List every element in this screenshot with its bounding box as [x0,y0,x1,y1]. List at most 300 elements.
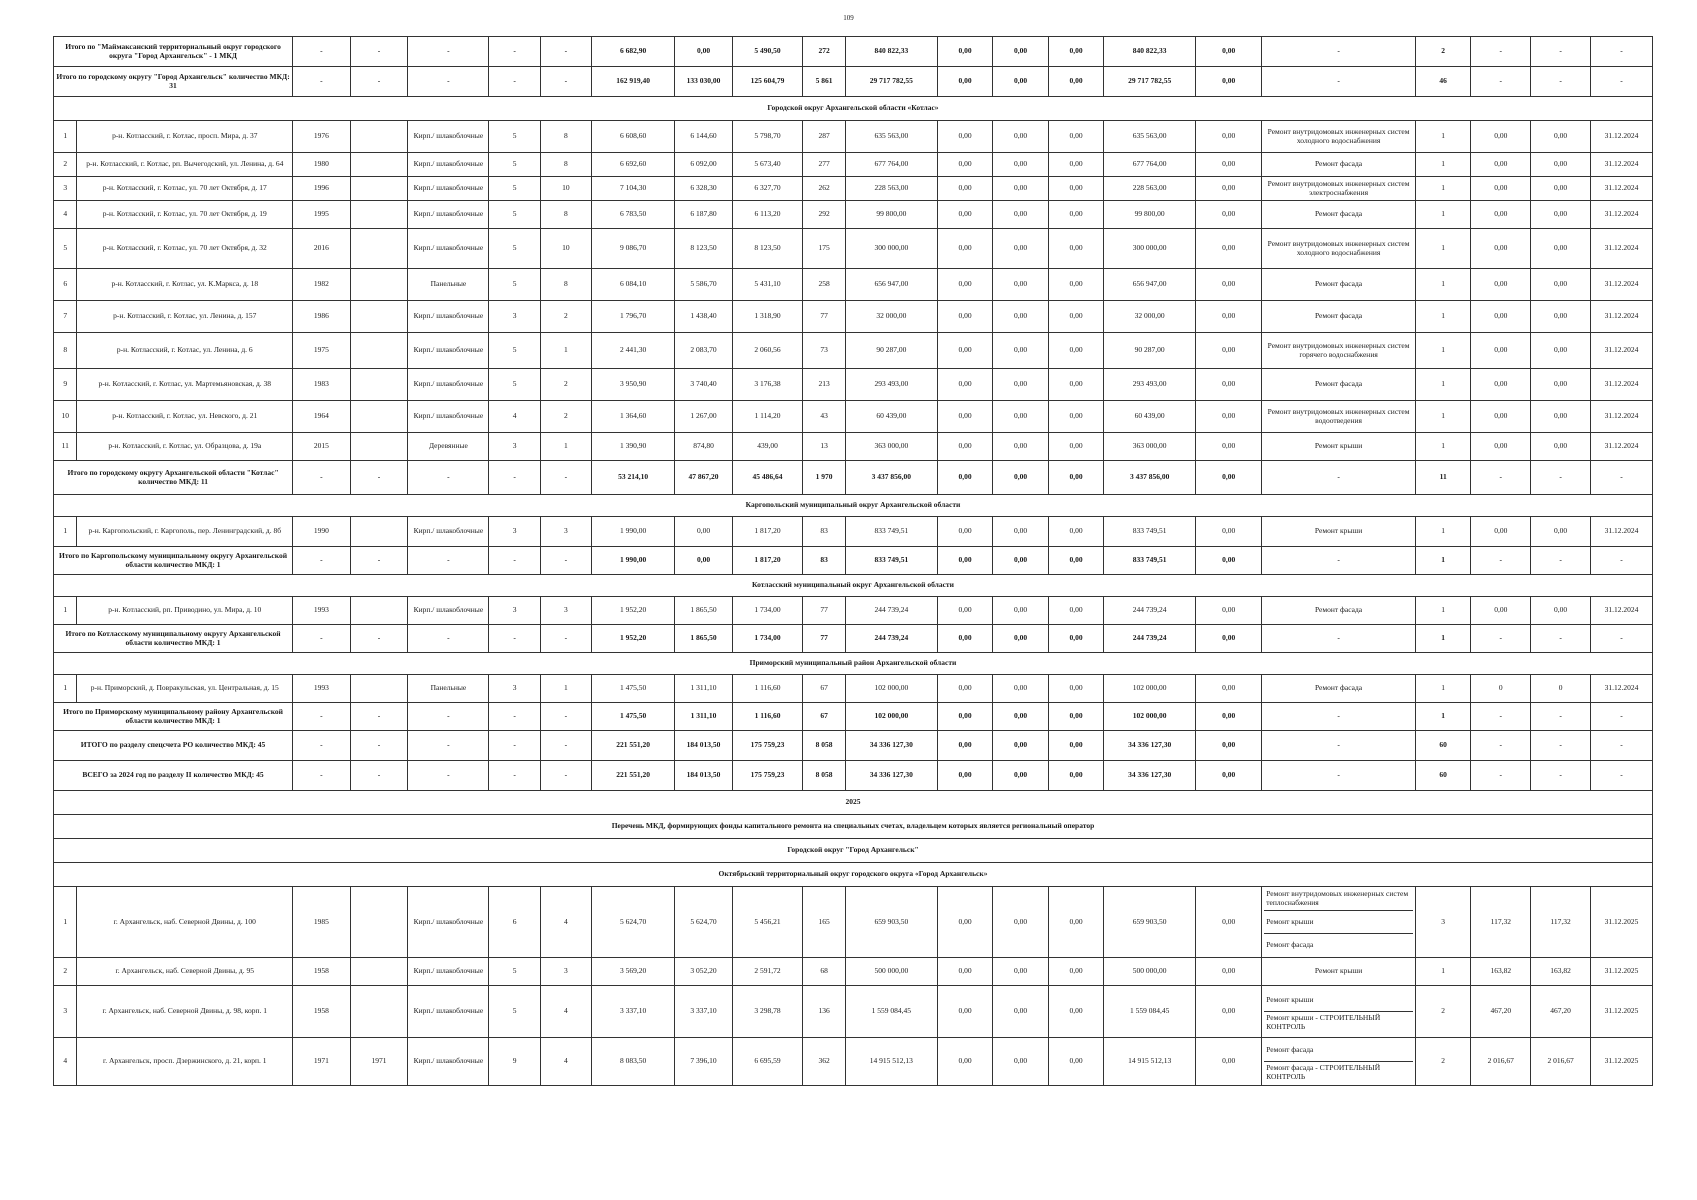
cell-c12: 102 000,00 [845,703,937,731]
cell-c22: 31.12.2024 [1590,153,1652,177]
cell-c21: 0,00 [1531,121,1591,153]
cell-c8: 1 990,00 [591,547,674,575]
cell-c12: 228 563,00 [845,177,937,201]
cell-c10: 3 176,38 [732,369,802,401]
work-type-cell: - [1262,731,1416,761]
cell-c19: 1 [1415,333,1471,369]
cell-c8: 6 084,10 [591,269,674,301]
cell-c11: 8 058 [803,731,846,761]
cell-c5: Кирп./ шлакоблочные [408,229,489,269]
cell-c12: 656 947,00 [845,269,937,301]
row-number: 3 [54,177,77,201]
cell-c14: 0,00 [993,887,1049,958]
cell-c21: - [1531,547,1591,575]
cell-c7: - [540,625,591,653]
cell-c6: - [489,67,540,97]
cell-c21: - [1531,67,1591,97]
cell-c10: 1 318,90 [732,301,802,333]
section-title: Каргопольский муниципальный округ Архангельской области [54,495,1653,517]
cell-c7: 3 [540,597,591,625]
cell-c16: 293 493,00 [1104,369,1196,401]
work-type-item: Ремонт крыши [1264,911,1413,934]
address-cell: р-н. Каргопольский, г. Каргополь, пер. Ленинградский, д. 8б [77,517,293,547]
cell-c13: 0,00 [937,675,993,703]
cell-c10: 1 116,60 [732,703,802,731]
cell-c4 [350,369,408,401]
cell-c20: 0,00 [1471,201,1531,229]
section-header-row [54,575,1653,597]
cell-c14: 0,00 [993,229,1049,269]
cell-c6: 5 [489,177,540,201]
cell-c22: 31.12.2025 [1590,986,1652,1038]
cell-c16: 363 000,00 [1104,433,1196,461]
cell-c4 [350,597,408,625]
cell-c16: 300 000,00 [1104,229,1196,269]
cell-c13: 0,00 [937,761,993,791]
table-row [54,121,1653,153]
cell-c4 [350,333,408,369]
cell-c11: 175 [803,229,846,269]
cell-c21: 0,00 [1531,229,1591,269]
cell-c12: 635 563,00 [845,121,937,153]
cell-c7: 8 [540,269,591,301]
cell-c16: 228 563,00 [1104,177,1196,201]
cell-c20: 0,00 [1471,229,1531,269]
table-row [54,887,1653,958]
cell-c3: 1990 [293,517,351,547]
cell-c3: - [293,67,351,97]
cell-c15: 0,00 [1048,433,1104,461]
work-type-cell: Ремонт фасада [1262,301,1416,333]
cell-c20: 0,00 [1471,301,1531,333]
cell-c20: 0,00 [1471,433,1531,461]
cell-c12: 363 000,00 [845,433,937,461]
section-header-row [54,791,1653,815]
total-row [54,703,1653,731]
cell-c14: 0,00 [993,121,1049,153]
cell-c22: 31.12.2024 [1590,369,1652,401]
cell-c7: 2 [540,369,591,401]
cell-c3: 1964 [293,401,351,433]
cell-c16: 14 915 512,13 [1104,1038,1196,1086]
cell-c11: 73 [803,333,846,369]
cell-c15: 0,00 [1048,547,1104,575]
row-number: 2 [54,153,77,177]
cell-c7: 2 [540,301,591,333]
cell-c10: 1 114,20 [732,401,802,433]
work-type-cell: - [1262,67,1416,97]
cell-c14: 0,00 [993,369,1049,401]
register-body [54,37,1653,1086]
cell-c5: Панельные [408,675,489,703]
cell-c15: 0,00 [1048,401,1104,433]
cell-c14: 0,00 [993,177,1049,201]
cell-c11: 83 [803,517,846,547]
cell-c9: 0,00 [675,547,733,575]
cell-c17: 0,00 [1196,547,1262,575]
cell-c21: 0,00 [1531,401,1591,433]
cell-c15: 0,00 [1048,1038,1104,1086]
cell-c8: 221 551,20 [591,761,674,791]
cell-c10: 8 123,50 [732,229,802,269]
cell-c10: 175 759,23 [732,761,802,791]
cell-c3: 2016 [293,229,351,269]
cell-c20: - [1471,461,1531,495]
cell-c13: 0,00 [937,547,993,575]
address-cell: р-н. Котласский, г. Котлас, ул. Образцова, д. 19а [77,433,293,461]
cell-c17: 0,00 [1196,731,1262,761]
cell-c19: 1 [1415,625,1471,653]
cell-c4 [350,675,408,703]
cell-c17: 0,00 [1196,675,1262,703]
cell-c20: - [1471,761,1531,791]
cell-c21: 0,00 [1531,269,1591,301]
cell-c10: 175 759,23 [732,731,802,761]
cell-c12: 840 822,33 [845,37,937,67]
cell-c12: 833 749,51 [845,517,937,547]
cell-c6: 5 [489,153,540,177]
cell-c20: 0,00 [1471,597,1531,625]
cell-c7: 8 [540,153,591,177]
cell-c17: 0,00 [1196,461,1262,495]
cell-c4: - [350,761,408,791]
work-type-cell: Ремонт внутридомовых инженерных систем холодного водоснабжения [1262,121,1416,153]
cell-c13: 0,00 [937,986,993,1038]
cell-c22: 31.12.2025 [1590,958,1652,986]
cell-c5: Кирп./ шлакоблочные [408,401,489,433]
cell-c10: 5 798,70 [732,121,802,153]
work-type-item: Ремонт фасада - СТРОИТЕЛЬНЫЙ КОНТРОЛЬ [1266,1063,1381,1081]
cell-c5: Кирп./ шлакоблочные [408,517,489,547]
table-row [54,201,1653,229]
cell-c21: 0,00 [1531,301,1591,333]
cell-c14: 0,00 [993,1038,1049,1086]
cell-c21: - [1531,625,1591,653]
cell-c22: - [1590,703,1652,731]
work-type-cell: - [1262,761,1416,791]
cell-c19: 1 [1415,153,1471,177]
cell-c8: 6 682,90 [591,37,674,67]
cell-c19: 1 [1415,958,1471,986]
cell-c12: 102 000,00 [845,675,937,703]
cell-c6: 5 [489,201,540,229]
address-cell: г. Архангельск, наб. Северной Двины, д. 95 [77,958,293,986]
cell-c3: - [293,547,351,575]
cell-c17: 0,00 [1196,333,1262,369]
table-row [54,369,1653,401]
section-header-row [54,495,1653,517]
cell-c9: 1 311,10 [675,703,733,731]
cell-c9: 6 187,80 [675,201,733,229]
cell-c3: - [293,37,351,67]
cell-c13: 0,00 [937,703,993,731]
work-type-cell: Ремонт фасада [1262,675,1416,703]
section-title: 2025 [54,791,1653,815]
cell-c3: 1958 [293,958,351,986]
cell-c8: 5 624,70 [591,887,674,958]
total-label: Итого по городскому округу Архангельской области "Котлас" количество МКД: 11 [54,461,293,495]
cell-c13: 0,00 [937,401,993,433]
cell-c15: 0,00 [1048,177,1104,201]
cell-c10: 5 673,40 [732,153,802,177]
table-row [54,433,1653,461]
cell-c13: 0,00 [937,433,993,461]
cell-c11: 5 861 [803,67,846,97]
table-row [54,269,1653,301]
cell-c5: Кирп./ шлакоблочные [408,986,489,1038]
cell-c8: 53 214,10 [591,461,674,495]
cell-c3: 1971 [293,1038,351,1086]
cell-c20: 467,20 [1471,986,1531,1038]
work-type-cell: - [1262,547,1416,575]
cell-c6: 5 [489,986,540,1038]
total-label: ВСЕГО за 2024 год по разделу II количество МКД: 45 [54,761,293,791]
cell-c22: 31.12.2024 [1590,333,1652,369]
cell-c4 [350,517,408,547]
work-type-cell: Ремонт внутридомовых инженерных систем электроснабжения [1262,177,1416,201]
cell-c13: 0,00 [937,153,993,177]
cell-c10: 1 734,00 [732,597,802,625]
cell-c11: 77 [803,301,846,333]
cell-c4: - [350,67,408,97]
cell-c14: 0,00 [993,37,1049,67]
section-title: Котласский муниципальный округ Архангельской области [54,575,1653,597]
cell-c21: 0,00 [1531,517,1591,547]
cell-c21: 117,32 [1531,887,1591,958]
cell-c5: Кирп./ шлакоблочные [408,369,489,401]
cell-c16: 99 800,00 [1104,201,1196,229]
cell-c7: 4 [540,986,591,1038]
cell-c4 [350,433,408,461]
cell-c10: 3 298,78 [732,986,802,1038]
cell-c20: 0,00 [1471,269,1531,301]
section-title: Городской округ "Город Архангельск" [54,839,1653,863]
cell-c21: - [1531,703,1591,731]
total-label: Итого по "Маймаксанский территориальный округ городского округа "Город Архангельск" - 1 МКД [54,37,293,67]
total-label: Итого по городскому округу "Город Архангельск" количество МКД: 31 [54,67,293,97]
cell-c22: - [1590,625,1652,653]
address-cell: р-н. Котласский, г. Котлас, ул. 70 лет Октября, д. 19 [77,201,293,229]
cell-c15: 0,00 [1048,153,1104,177]
address-cell: р-н. Котласский, г. Котлас, ул. Мартемьяновская, д. 38 [77,369,293,401]
work-type-cell: Ремонт крыши [1262,517,1416,547]
cell-c20: 0,00 [1471,401,1531,433]
cell-c14: 0,00 [993,986,1049,1038]
cell-c10: 45 486,64 [732,461,802,495]
cell-c9: 7 396,10 [675,1038,733,1086]
cell-c8: 1 952,20 [591,625,674,653]
cell-c15: 0,00 [1048,333,1104,369]
cell-c4 [350,153,408,177]
cell-c15: 0,00 [1048,731,1104,761]
cell-c10: 125 604,79 [732,67,802,97]
cell-c14: 0,00 [993,269,1049,301]
cell-c5: - [408,731,489,761]
cell-c20: 0,00 [1471,121,1531,153]
cell-c16: 656 947,00 [1104,269,1196,301]
row-number: 11 [54,433,77,461]
cell-c22: - [1590,731,1652,761]
cell-c11: 77 [803,625,846,653]
cell-c15: 0,00 [1048,67,1104,97]
cell-c6: 3 [489,517,540,547]
cell-c9: 1 311,10 [675,675,733,703]
cell-c3: - [293,625,351,653]
cell-c13: 0,00 [937,958,993,986]
address-cell: р-н. Приморский, д. Повракульская, ул. Центральная, д. 15 [77,675,293,703]
cell-c8: 6 783,50 [591,201,674,229]
total-row [54,461,1653,495]
cell-c12: 90 287,00 [845,333,937,369]
cell-c20: 0,00 [1471,177,1531,201]
cell-c19: 2 [1415,1038,1471,1086]
table-row [54,177,1653,201]
cell-c14: 0,00 [993,333,1049,369]
work-type-cell: Ремонт крыши [1262,433,1416,461]
cell-c12: 833 749,51 [845,547,937,575]
cell-c15: 0,00 [1048,986,1104,1038]
cell-c21: 0,00 [1531,333,1591,369]
table-row [54,153,1653,177]
cell-c22: 31.12.2024 [1590,401,1652,433]
cell-c4: 1971 [350,1038,408,1086]
cell-c22: 31.12.2024 [1590,675,1652,703]
cell-c16: 102 000,00 [1104,675,1196,703]
cell-c10: 5 431,10 [732,269,802,301]
cell-c3: 2015 [293,433,351,461]
row-number: 10 [54,401,77,433]
cell-c8: 1 390,90 [591,433,674,461]
cell-c9: 1 267,00 [675,401,733,433]
work-type-cell: Ремонт фасада [1262,201,1416,229]
cell-c9: 6 092,00 [675,153,733,177]
cell-c8: 221 551,20 [591,731,674,761]
cell-c6: 5 [489,121,540,153]
cell-c14: 0,00 [993,597,1049,625]
cell-c6: 9 [489,1038,540,1086]
total-row [54,547,1653,575]
address-cell: р-н. Котласский, г. Котлас, ул. 70 лет Октября, д. 17 [77,177,293,201]
cell-c4 [350,958,408,986]
cell-c21: - [1531,731,1591,761]
cell-c13: 0,00 [937,625,993,653]
cell-c17: 0,00 [1196,958,1262,986]
cell-c13: 0,00 [937,229,993,269]
cell-c22: - [1590,67,1652,97]
cell-c7: 4 [540,1038,591,1086]
cell-c16: 500 000,00 [1104,958,1196,986]
cell-c15: 0,00 [1048,121,1104,153]
cell-c17: 0,00 [1196,597,1262,625]
cell-c13: 0,00 [937,333,993,369]
cell-c6: 3 [489,301,540,333]
work-type-cell: - [1262,703,1416,731]
cell-c4: - [350,461,408,495]
cell-c16: 833 749,51 [1104,547,1196,575]
cell-c8: 1 475,50 [591,703,674,731]
cell-c20: 0 [1471,675,1531,703]
cell-c17: 0,00 [1196,625,1262,653]
cell-c13: 0,00 [937,1038,993,1086]
cell-c19: 11 [1415,461,1471,495]
work-type-item: Ремонт внутридомовых инженерных систем теплоснабжения [1264,888,1413,911]
cell-c6: - [489,703,540,731]
work-type-cell: - [1262,461,1416,495]
cell-c7: - [540,731,591,761]
page-number: 109 [843,14,854,22]
cell-c20: - [1471,703,1531,731]
cell-c20: 117,32 [1471,887,1531,958]
cell-c14: 0,00 [993,958,1049,986]
cell-c17: 0,00 [1196,269,1262,301]
cell-c16: 840 822,33 [1104,37,1196,67]
cell-c5: - [408,703,489,731]
cell-c12: 244 739,24 [845,625,937,653]
cell-c19: 60 [1415,731,1471,761]
cell-c22: 31.12.2024 [1590,269,1652,301]
cell-c3: - [293,703,351,731]
cell-c20: - [1471,37,1531,67]
cell-c6: - [489,731,540,761]
cell-c20: 2 016,67 [1471,1038,1531,1086]
cell-c14: 0,00 [993,201,1049,229]
section-header-row [54,97,1653,121]
cell-c11: 8 058 [803,761,846,791]
cell-c20: 0,00 [1471,517,1531,547]
cell-c6: 5 [489,333,540,369]
cell-c20: 0,00 [1471,333,1531,369]
cell-c21: 0 [1531,675,1591,703]
address-cell: р-н. Котласский, г. Котлас, ул. К.Маркса, д. 18 [77,269,293,301]
cell-c9: 3 740,40 [675,369,733,401]
capital-repair-register-table [53,36,1653,1086]
cell-c17: 0,00 [1196,177,1262,201]
work-type-cell: Ремонт внутридомовых инженерных систем горячего водоснабжения [1262,333,1416,369]
cell-c3: 1995 [293,201,351,229]
cell-c13: 0,00 [937,369,993,401]
cell-c9: 1 865,50 [675,625,733,653]
cell-c19: 3 [1415,887,1471,958]
work-type-item: Ремонт фасада [1264,1039,1413,1062]
cell-c16: 29 717 782,55 [1104,67,1196,97]
cell-c16: 102 000,00 [1104,703,1196,731]
cell-c19: 1 [1415,177,1471,201]
cell-c20: 163,82 [1471,958,1531,986]
cell-c7: - [540,461,591,495]
cell-c9: 184 013,50 [675,731,733,761]
table-row [54,517,1653,547]
cell-c9: 6 328,30 [675,177,733,201]
cell-c21: 0,00 [1531,433,1591,461]
cell-c8: 3 337,10 [591,986,674,1038]
cell-c21: - [1531,461,1591,495]
cell-c12: 29 717 782,55 [845,67,937,97]
cell-c17: 0,00 [1196,517,1262,547]
cell-c21: 467,20 [1531,986,1591,1038]
cell-c12: 659 903,50 [845,887,937,958]
cell-c13: 0,00 [937,201,993,229]
row-number: 1 [54,121,77,153]
cell-c19: 1 [1415,201,1471,229]
cell-c15: 0,00 [1048,597,1104,625]
row-number: 4 [54,201,77,229]
cell-c13: 0,00 [937,517,993,547]
address-cell: р-н. Котласский, рп. Приводино, ул. Мира, д. 10 [77,597,293,625]
cell-c21: 0,00 [1531,369,1591,401]
cell-c7: - [540,703,591,731]
cell-c11: 292 [803,201,846,229]
cell-c9: 3 052,20 [675,958,733,986]
